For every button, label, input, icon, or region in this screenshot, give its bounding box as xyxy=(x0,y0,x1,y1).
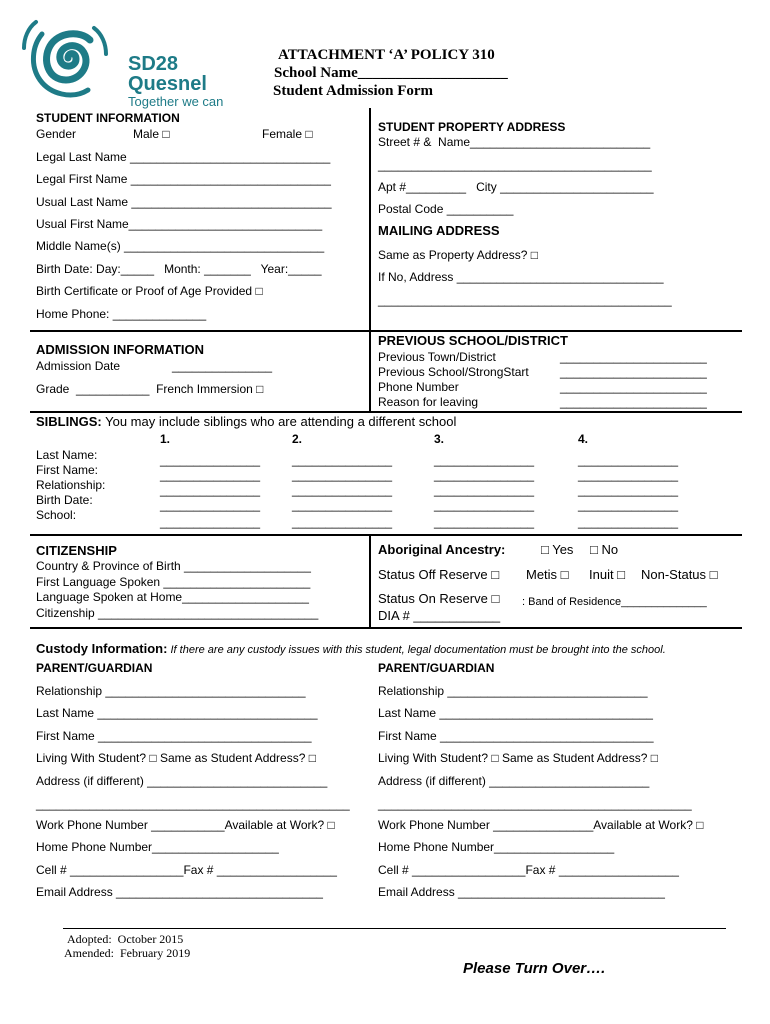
sibling-col-3: 3. xyxy=(434,432,445,446)
aboriginal-no-checkbox[interactable]: □ No xyxy=(590,542,619,557)
phone-number-field[interactable]: ______________________ xyxy=(560,380,707,394)
parent1-relationship-field[interactable]: Relationship ______________________________ xyxy=(36,684,306,698)
usual-last-name-field[interactable]: Usual Last Name ______________________________ xyxy=(36,195,332,209)
sibling-field[interactable]: _______________ xyxy=(434,468,535,482)
previous-school-field[interactable]: ______________________ xyxy=(560,365,707,379)
sibling-row-school: School: xyxy=(36,508,77,522)
street-field[interactable]: Street # & Name___________________________ xyxy=(378,135,651,149)
parent2-work-phone-field[interactable]: Work Phone Number _______________Available at Work? □ xyxy=(378,818,704,832)
sibling-field[interactable]: _______________ xyxy=(434,515,535,529)
parent2-address-line-2[interactable]: _______________________________________________ xyxy=(378,797,692,811)
please-turn-over: Please Turn Over…. xyxy=(463,960,606,977)
status-off-reserve-checkbox[interactable]: Status Off Reserve □ xyxy=(378,567,500,582)
sibling-field[interactable]: _______________ xyxy=(292,515,393,529)
aboriginal-yes-checkbox[interactable]: □ Yes xyxy=(541,542,574,557)
parent2-first-name-field[interactable]: First Name ________________________________ xyxy=(378,729,654,743)
form-attachment-title: ATTACHMENT ‘A’ POLICY 310 xyxy=(278,47,495,63)
apt-city-field[interactable]: Apt #_________ City _______________________ xyxy=(378,180,654,194)
parent2-living-with-checkbox[interactable]: Living With Student? □ Same as Student Address? □ xyxy=(378,751,658,765)
reason-leaving-label: Reason for leaving xyxy=(378,395,479,409)
sibling-field[interactable]: _______________ xyxy=(578,498,679,512)
home-phone-field[interactable]: Home Phone: ______________ xyxy=(36,307,207,321)
sibling-col-2: 2. xyxy=(292,432,303,446)
sibling-col-4: 4. xyxy=(578,432,589,446)
parent2-last-name-field[interactable]: Last Name ________________________________ xyxy=(378,706,653,720)
same-as-property-checkbox[interactable]: Same as Property Address? □ xyxy=(378,248,538,262)
metis-checkbox[interactable]: Metis □ xyxy=(526,567,569,582)
column-divider xyxy=(369,535,371,627)
sibling-field[interactable]: _______________ xyxy=(292,453,393,467)
middle-names-field[interactable]: Middle Name(s) ______________________________ xyxy=(36,239,325,253)
parent1-cell-fax-field[interactable]: Cell # _________________Fax # __________________ xyxy=(36,863,337,877)
parent1-heading: PARENT/GUARDIAN xyxy=(36,661,153,675)
legal-first-name-field[interactable]: Legal First Name ______________________________ xyxy=(36,172,331,186)
student-info-heading: STUDENT INFORMATION xyxy=(36,111,180,125)
district-logo xyxy=(22,14,252,109)
street-line-2[interactable]: _________________________________________ xyxy=(378,158,652,172)
logo-text xyxy=(128,54,252,109)
section-rule xyxy=(30,534,742,536)
mailing-address-line-2[interactable]: ____________________________________________ xyxy=(378,293,672,307)
postal-code-field[interactable]: Postal Code __________ xyxy=(378,202,514,216)
previous-school-heading: PREVIOUS SCHOOL/DISTRICT xyxy=(378,333,568,348)
sibling-field[interactable]: _______________ xyxy=(160,453,261,467)
sibling-field[interactable]: _______________ xyxy=(434,498,535,512)
section-rule xyxy=(30,330,742,332)
custody-note: If there are any custody issues with this student, legal documentation must be brought into the school. xyxy=(167,644,666,656)
parent2-cell-fax-field[interactable]: Cell # _________________Fax # __________________ xyxy=(378,863,679,877)
citizenship-heading: CITIZENSHIP xyxy=(36,543,117,558)
parent1-address-line-2[interactable]: _______________________________________________ xyxy=(36,797,350,811)
logo-tagline: Together we can xyxy=(128,94,224,109)
parent2-address-field[interactable]: Address (if different) ________________________ xyxy=(378,774,650,788)
sibling-field[interactable]: _______________ xyxy=(292,468,393,482)
sibling-row-first-name: First Name: xyxy=(36,463,99,477)
sibling-row-last-name: Last Name: xyxy=(36,448,98,462)
siblings-heading xyxy=(36,415,456,429)
sibling-field[interactable]: _______________ xyxy=(160,483,261,497)
mailing-address-field[interactable]: If No, Address _______________________________ xyxy=(378,270,664,284)
non-status-checkbox[interactable]: Non-Status □ xyxy=(641,567,718,582)
sibling-field[interactable]: _______________ xyxy=(578,483,679,497)
sibling-field[interactable]: _______________ xyxy=(160,515,261,529)
spiral-logo-icon xyxy=(22,14,112,102)
school-name-line: School Name____________________ xyxy=(274,65,508,81)
form-title: Student Admission Form xyxy=(273,83,434,99)
parent2-email-field[interactable]: Email Address _______________________________ xyxy=(378,885,665,899)
sibling-row-birth-date: Birth Date: xyxy=(36,493,93,507)
admission-info-heading: ADMISSION INFORMATION xyxy=(36,342,205,357)
band-of-residence-field[interactable]: : Band of Residence______________ xyxy=(522,596,707,608)
parent1-last-name-field[interactable]: Last Name _________________________________ xyxy=(36,706,318,720)
amended-date: Amended: February 2019 xyxy=(64,946,191,960)
sibling-field[interactable]: _______________ xyxy=(160,468,261,482)
sibling-field[interactable]: _______________ xyxy=(434,453,535,467)
inuit-checkbox[interactable]: Inuit □ xyxy=(589,567,626,582)
admission-date-label: Admission Date xyxy=(36,359,121,373)
admission-date-field[interactable]: _______________ xyxy=(172,359,273,373)
sibling-field[interactable]: _______________ xyxy=(292,498,393,512)
sibling-field[interactable]: _______________ xyxy=(578,515,679,529)
parent1-address-field[interactable]: Address (if different) ___________________________ xyxy=(36,774,328,788)
first-language-field[interactable]: First Language Spoken ______________________ xyxy=(36,575,311,589)
country-birth-field[interactable]: Country & Province of Birth ___________________ xyxy=(36,559,311,573)
sibling-field[interactable]: _______________ xyxy=(160,498,261,512)
parent1-work-phone-field[interactable]: Work Phone Number ___________Available at Work? □ xyxy=(36,818,335,832)
grade-field[interactable]: Grade ___________ French Immersion □ xyxy=(36,382,264,396)
status-on-reserve-checkbox[interactable]: Status On Reserve □ xyxy=(378,591,500,606)
logo-name: SD28 Quesnel xyxy=(128,53,207,95)
sibling-field[interactable]: _______________ xyxy=(434,483,535,497)
section-rule xyxy=(30,627,742,629)
sibling-col-1: 1. xyxy=(160,432,171,446)
sibling-field[interactable]: _______________ xyxy=(578,453,679,467)
phone-number-label: Phone Number xyxy=(378,380,459,394)
dia-field[interactable]: DIA # ____________ xyxy=(378,608,501,623)
parent1-email-field[interactable]: Email Address _______________________________ xyxy=(36,885,323,899)
aboriginal-heading: Aboriginal Ancestry: xyxy=(378,542,506,557)
adopted-date: Adopted: October 2015 xyxy=(67,932,184,946)
footer-rule xyxy=(63,928,726,929)
siblings-note: You may include siblings who are attending a different school xyxy=(101,414,457,429)
reason-leaving-field[interactable]: ______________________ xyxy=(560,395,707,409)
custody-title: Custody Information: xyxy=(36,641,168,656)
mailing-address-heading: MAILING ADDRESS xyxy=(378,223,500,238)
female-checkbox[interactable]: Female □ xyxy=(262,127,313,141)
parent1-first-name-field[interactable]: First Name ________________________________ xyxy=(36,729,312,743)
sibling-field[interactable]: _______________ xyxy=(292,483,393,497)
previous-town-field[interactable]: ______________________ xyxy=(560,350,707,364)
parent1-living-with-checkbox[interactable]: Living With Student? □ Same as Student Address? □ xyxy=(36,751,316,765)
birth-date-field[interactable]: Birth Date: Day:_____ Month: _______ Year:_____ xyxy=(36,262,322,276)
property-address-heading: STUDENT PROPERTY ADDRESS xyxy=(378,120,566,134)
column-divider xyxy=(369,108,371,412)
male-checkbox[interactable]: Male □ xyxy=(133,127,170,141)
previous-town-label: Previous Town/District xyxy=(378,350,496,364)
siblings-title: SIBLINGS: xyxy=(36,414,102,429)
section-rule xyxy=(30,411,742,413)
sibling-row-relationship: Relationship: xyxy=(36,478,106,492)
parent1-home-phone-field[interactable]: Home Phone Number___________________ xyxy=(36,840,279,854)
custody-heading xyxy=(36,642,666,657)
previous-school-label: Previous School/StrongStart xyxy=(378,365,529,379)
birth-certificate-checkbox[interactable]: Birth Certificate or Proof of Age Provided □ xyxy=(36,284,263,298)
gender-label: Gender xyxy=(36,127,77,141)
legal-last-name-field[interactable]: Legal Last Name ______________________________ xyxy=(36,150,331,164)
sibling-field[interactable]: _______________ xyxy=(578,468,679,482)
home-language-field[interactable]: Language Spoken at Home___________________ xyxy=(36,590,309,604)
usual-first-name-field[interactable]: Usual First Name_____________________________ xyxy=(36,217,323,231)
parent2-relationship-field[interactable]: Relationship ______________________________ xyxy=(378,684,648,698)
parent2-home-phone-field[interactable]: Home Phone Number__________________ xyxy=(378,840,615,854)
parent2-heading: PARENT/GUARDIAN xyxy=(378,661,495,675)
citizenship-field[interactable]: Citizenship _________________________________ xyxy=(36,606,319,620)
